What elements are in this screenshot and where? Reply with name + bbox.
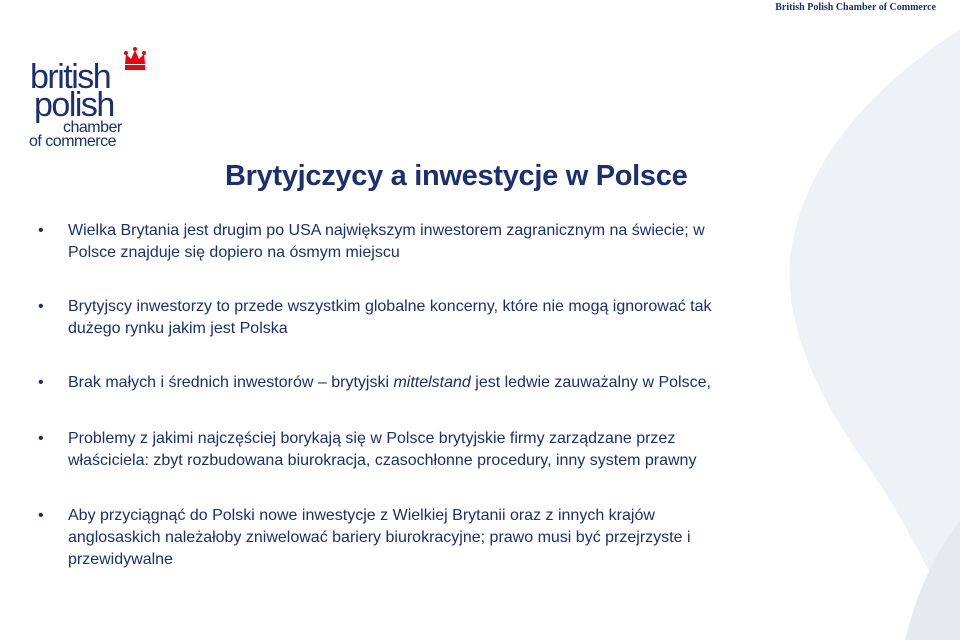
bullet-line: Aby przyciągnąć do Polski nowe inwestycje z Wielkiej Brytanii oraz z innych krajów — [68, 507, 655, 524]
bullet-line: Polsce znajduje się dopiero na ósmym miejscu — [68, 244, 400, 261]
crown-icon — [122, 46, 148, 72]
bullet-dot-icon: • — [38, 374, 44, 391]
bullet-text — [68, 296, 828, 340]
logo-word-chamber: chamber — [63, 119, 122, 136]
bullet-line: Problemy z jakimi najczęściej borykają się w Polsce brytyjskie firmy zarządzane przez — [68, 430, 676, 447]
bullet-line: Wielka Brytania jest drugim po USA największym inwestorem zagranicznym na świecie; w — [68, 222, 705, 239]
bullet-dot-icon: • — [38, 222, 44, 239]
chamber-logo — [26, 40, 156, 155]
bullet-line: przewidywalne — [68, 551, 173, 568]
bullet-line: dużego rynku jakim jest Polska — [68, 320, 288, 337]
bullet-text — [68, 428, 828, 472]
bullet-text-italic: mittelstand — [393, 374, 471, 391]
bullet-text-after: jest ledwie zauważalny w Polsce, — [470, 374, 711, 391]
bullet-dot-icon: • — [38, 507, 44, 524]
bullet-line: właściciela: zbyt rozbudowana biurokracja, czasochłonne procedury, inny system prawny — [68, 452, 697, 469]
bullet-line: Brytyjscy inwestorzy to przede wszystkim globalne koncerny, które nie mogą ignorować tak — [68, 298, 712, 315]
slide-title: Brytyjczycy a inwestycje w Polsce — [225, 160, 688, 192]
header-organization-name: British Polish Chamber of Commerce — [775, 2, 936, 13]
logo-word-british: british — [30, 58, 111, 96]
bullet-text — [68, 372, 828, 394]
bullet-text — [68, 505, 828, 571]
bullet-line: anglosaskich należałoby zniwelować bariery biurokracyjne; prawo musi być przejrzyste i — [68, 529, 691, 546]
bullet-dot-icon: • — [38, 430, 44, 447]
bullet-dot-icon: • — [38, 298, 44, 315]
logo-word-polish: polish — [34, 86, 114, 124]
bullet-text-before: Brak małych i średnich inwestorów – brytyjski — [68, 374, 394, 391]
bullet-text — [68, 220, 828, 264]
logo-word-of-commerce: of commerce — [29, 133, 116, 150]
